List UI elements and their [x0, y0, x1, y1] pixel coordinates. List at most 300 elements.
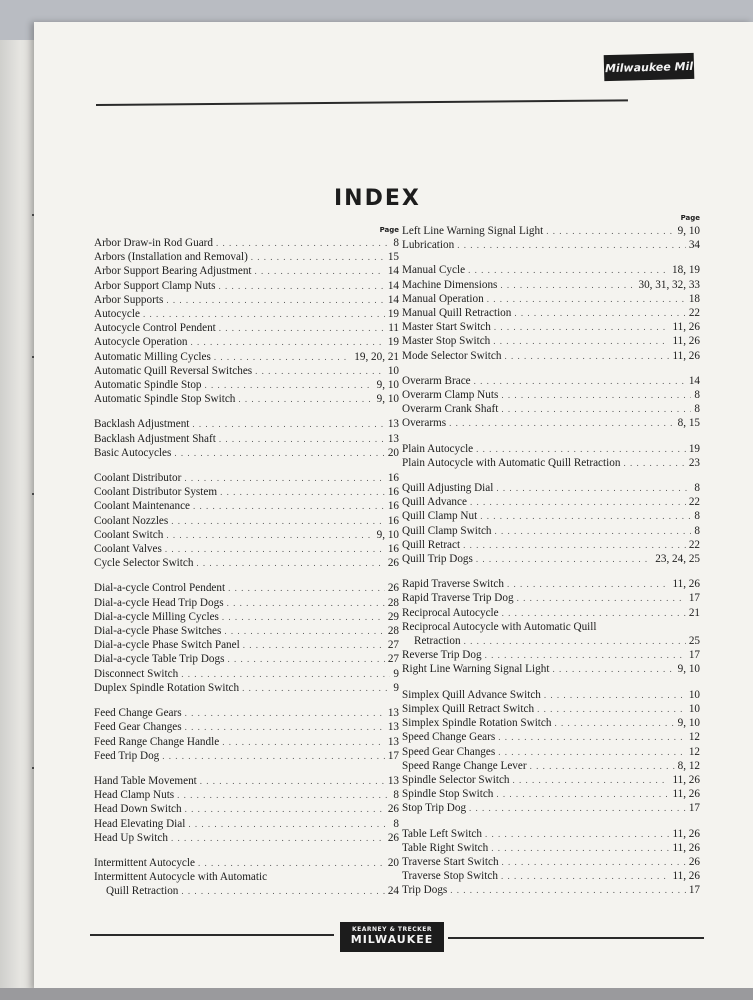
index-entry: [402, 524, 700, 538]
entry-pages: 10: [688, 702, 700, 715]
entry-pages: 23: [688, 456, 700, 469]
footer-logo-top: KEARNEY & TRECKER: [352, 926, 432, 933]
entry-pages: 8, 15: [677, 417, 700, 430]
entry-pages: 11, 26: [672, 773, 700, 786]
entry-name: Dial-a-cycle Milling Cycles: [94, 610, 219, 623]
entry-pages: 9, 10: [677, 663, 700, 676]
index-entry: [402, 416, 700, 430]
entry-pages: 16: [387, 486, 399, 499]
entry-name: Plain Autocycle: [402, 442, 474, 455]
entry-pages: 9, 10: [677, 225, 700, 237]
index-entry: [94, 335, 399, 349]
entry-pages: 15: [387, 251, 399, 264]
index-entry: [402, 402, 700, 416]
entry-name: Rapid Traverse Trip Dog: [402, 592, 514, 605]
index-entry: [402, 841, 700, 855]
leader-dots: [220, 485, 385, 499]
leader-dots: [181, 667, 390, 681]
entry-name: Manual Operation: [402, 292, 484, 305]
index-letter-group: [94, 706, 399, 763]
footer-rule-right: [448, 937, 704, 939]
index-letter-group: [94, 236, 399, 406]
entry-pages: 19: [387, 308, 399, 321]
index-letter-group: [402, 224, 700, 252]
index-entry: [402, 456, 700, 470]
leader-dots: [498, 730, 686, 744]
entry-name: Coolant Valves: [94, 543, 162, 556]
entry-name-cont: Quill Retraction: [106, 885, 179, 898]
index-entry: [402, 334, 700, 348]
entry-pages: 11, 26: [672, 578, 700, 591]
index-entry: [402, 388, 700, 402]
entry-pages: 28: [387, 625, 399, 638]
entry-pages: 21: [688, 606, 700, 619]
leader-dots: [185, 706, 385, 720]
index-entry: [94, 364, 399, 378]
entry-name: Quill Adjusting Dial: [402, 482, 494, 495]
entry-name: Rapid Traverse Switch: [402, 578, 504, 591]
leader-dots: [198, 856, 385, 870]
entry-name: Autocycle Control Pendent: [94, 322, 216, 335]
index-entry: [94, 681, 399, 695]
entry-name: Automatic Spindle Stop: [94, 379, 202, 392]
page-title: INDEX: [334, 186, 421, 211]
entry-name: Dial-a-cycle Phase Switches: [94, 625, 222, 638]
index-entry: [402, 349, 700, 363]
entry-name: Dial-a-cycle Table Trip Dogs: [94, 653, 225, 666]
leader-dots: [480, 509, 691, 523]
index-entry: [94, 307, 399, 321]
entry-name: Feed Trip Dog: [94, 749, 160, 762]
leader-dots: [554, 716, 674, 730]
index-entry: [402, 292, 700, 306]
index-entry: [94, 735, 399, 749]
leader-dots: [200, 774, 385, 788]
leader-dots: [228, 581, 385, 595]
index-entry: [94, 706, 399, 720]
entry-name: Speed Change Gears: [402, 731, 496, 744]
leader-dots: [188, 817, 390, 831]
entry-pages: 12: [688, 731, 700, 744]
leader-dots: [238, 392, 373, 406]
entry-pages: 22: [688, 538, 700, 551]
index-entry: [402, 263, 700, 277]
entry-pages: 13: [387, 735, 399, 748]
index-column-right: [402, 214, 700, 909]
index-entry: [94, 485, 399, 499]
index-entry: [402, 620, 700, 648]
leader-dots: [162, 749, 385, 763]
index-entry: [402, 606, 700, 620]
entry-pages: 11, 26: [672, 321, 700, 334]
entry-name: Head Up Switch: [94, 831, 168, 844]
entry-name: Arbor Supports: [94, 293, 164, 306]
leader-dots: [166, 528, 373, 542]
index-entry: [402, 855, 700, 869]
entry-pages: 18: [688, 292, 700, 305]
index-entry: [402, 224, 700, 238]
entry-pages: 27: [387, 639, 399, 652]
entry-pages: 14: [387, 279, 399, 292]
leader-dots: [476, 552, 652, 566]
entry-pages: 13: [387, 418, 399, 431]
entry-name: Basic Autocycles: [94, 446, 172, 459]
entry-pages: 8: [694, 482, 700, 495]
leader-dots: [498, 745, 686, 759]
leader-dots: [196, 556, 384, 570]
index-entry: [402, 716, 700, 730]
leader-dots: [495, 524, 692, 538]
facing-page-edge: [0, 40, 34, 1000]
index-entry: [402, 745, 700, 759]
entry-name: Autocycle Operation: [94, 336, 188, 349]
index-entry: [94, 596, 399, 610]
entry-name: Arbor Support Bearing Adjustment: [94, 265, 252, 278]
index-entry: [402, 883, 700, 897]
entry-name: Spindle Selector Switch: [402, 773, 510, 786]
index-entry: [94, 250, 399, 264]
leader-dots: [502, 606, 686, 620]
leader-dots: [513, 773, 670, 787]
entry-pages: 14: [688, 374, 700, 387]
entry-name: Arbor Support Clamp Nuts: [94, 279, 216, 292]
entry-name: Right Line Warning Signal Light: [402, 663, 550, 676]
leader-dots: [174, 446, 384, 460]
index-letter-group: [402, 481, 700, 566]
leader-dots: [166, 293, 385, 307]
leader-dots: [216, 236, 390, 250]
index-entry: [402, 278, 700, 292]
entry-pages: 20: [387, 446, 399, 459]
index-column-left: [94, 226, 399, 910]
leader-dots: [623, 456, 685, 470]
entry-name: Speed Range Change Lever: [402, 759, 527, 772]
leader-dots: [224, 624, 384, 638]
index-entry: [94, 581, 399, 595]
entry-name: Master Stop Switch: [402, 335, 491, 348]
entry-pages: 24: [387, 885, 399, 898]
entry-name: Reciprocal Autocycle with Automatic Quill: [402, 620, 597, 633]
entry-name: Backlash Adjustment: [94, 418, 190, 431]
index-entry: [402, 306, 700, 320]
entry-pages: 16: [387, 500, 399, 513]
index-entry: [94, 638, 399, 652]
index-entry: [94, 856, 399, 870]
index-entry: [402, 648, 700, 662]
leader-dots: [222, 610, 385, 624]
leader-dots: [501, 869, 670, 883]
entry-name: Manual Quill Retraction: [402, 307, 512, 320]
page-column-header: Page: [379, 226, 399, 234]
leader-dots: [514, 306, 685, 320]
leader-dots: [463, 538, 686, 552]
entry-pages: 30, 31, 32, 33: [638, 278, 700, 291]
leader-dots: [219, 321, 385, 335]
leader-dots: [449, 416, 675, 430]
entry-pages: 17: [688, 802, 700, 815]
entry-pages: 26: [387, 557, 399, 570]
entry-name: Traverse Stop Switch: [402, 870, 498, 883]
kearney-trecker-logo: [340, 922, 444, 952]
entry-name: Reciprocal Autocycle: [402, 606, 499, 619]
entry-name: Simplex Spindle Rotation Switch: [402, 717, 552, 730]
entry-name: Table Right Switch: [402, 841, 489, 854]
entry-pages: 25: [688, 635, 700, 648]
entry-name: Traverse Start Switch: [402, 855, 499, 868]
leader-dots: [243, 638, 385, 652]
leader-dots: [191, 335, 385, 349]
index-letter-group: [402, 688, 700, 816]
entry-continuation: [94, 884, 399, 898]
index-letter-group: [94, 471, 399, 570]
entry-pages: 19: [387, 336, 399, 349]
entry-pages: 16: [387, 514, 399, 527]
entry-name: Quill Clamp Switch: [402, 524, 492, 537]
entry-name: Quill Clamp Nut: [402, 510, 478, 523]
entry-name: Dial-a-cycle Control Pendent: [94, 582, 226, 595]
leader-dots: [552, 662, 674, 676]
leader-dots: [184, 471, 384, 485]
entry-name: Duplex Spindle Rotation Switch: [94, 681, 240, 694]
index-entry: [402, 869, 700, 883]
entry-name: Dial-a-cycle Phase Switch Panel: [94, 639, 240, 652]
entry-name: Automatic Milling Cycles: [94, 350, 211, 363]
index-entry: [94, 774, 399, 788]
index-entry: [94, 667, 399, 681]
index-entry: [94, 749, 399, 763]
leader-dots: [476, 442, 686, 456]
entry-pages: 11, 26: [672, 335, 700, 348]
entry-name: Table Left Switch: [402, 827, 482, 840]
index-entry: [402, 374, 700, 388]
index-entry: [94, 499, 399, 513]
entry-pages: 11, 26: [672, 788, 700, 801]
index-letter-group: [402, 442, 700, 470]
entry-pages: 10: [688, 688, 700, 701]
entry-name: Cycle Selector Switch: [94, 557, 194, 570]
index-entry: [94, 528, 399, 542]
entry-name: Quill Retract: [402, 538, 461, 551]
entry-pages: 18, 19: [672, 264, 700, 277]
leader-dots: [496, 787, 669, 801]
leader-dots: [517, 591, 686, 605]
entry-name: Disconnect Switch: [94, 667, 179, 680]
entry-pages: 12: [688, 745, 700, 758]
index-entry: [402, 320, 700, 334]
entry-pages: 8: [694, 524, 700, 537]
index-entry: [402, 773, 700, 787]
leader-dots: [507, 577, 670, 591]
index-entry: [402, 577, 700, 591]
entry-name: Arbors (Installation and Removal): [94, 251, 248, 264]
entry-pages: 17: [688, 884, 700, 897]
entry-pages: 11: [388, 322, 399, 335]
entry-pages: 19, 20, 21: [354, 350, 399, 363]
leader-dots: [222, 735, 385, 749]
index-entry: [402, 801, 700, 815]
index-entry: [402, 662, 700, 676]
entry-name: Arbor Draw-in Rod Guard: [94, 237, 213, 249]
index-entry: [402, 702, 700, 716]
entry-continuation: [402, 634, 700, 648]
index-entry: [402, 442, 700, 456]
leader-dots: [205, 378, 374, 392]
entry-pages: 13: [387, 774, 399, 787]
entry-pages: 17: [387, 749, 399, 762]
entry-pages: 9, 10: [376, 393, 399, 406]
index-entry: [402, 591, 700, 605]
leader-dots: [255, 264, 385, 278]
entry-pages: 14: [387, 265, 399, 278]
entry-pages: 13: [387, 432, 399, 445]
leader-dots: [491, 841, 669, 855]
index-entry: [94, 817, 399, 831]
leader-dots: [493, 334, 669, 348]
entry-name: Backlash Adjustment Shaft: [94, 432, 216, 445]
entry-name: Automatic Spindle Stop Switch: [94, 393, 236, 406]
leader-dots: [474, 374, 686, 388]
index-letter-group: [94, 581, 399, 695]
entry-name: Coolant Maintenance: [94, 500, 190, 513]
index-entry: [94, 350, 399, 364]
index-letter-group: [94, 417, 399, 460]
index-entry: [402, 481, 700, 495]
entry-name: Feed Gear Changes: [94, 721, 182, 734]
index-entry: [402, 759, 700, 773]
index-entry: [402, 238, 700, 252]
entry-pages: 20: [387, 856, 399, 869]
index-entry: [94, 471, 399, 485]
index-entry: [94, 556, 399, 570]
entry-pages: 9: [393, 681, 399, 694]
leader-dots: [504, 349, 669, 363]
leader-dots: [487, 292, 686, 306]
entry-name: Coolant Distributor: [94, 472, 182, 485]
leader-dots: [470, 495, 686, 509]
index-entry: [94, 236, 399, 250]
header-rule: [96, 99, 628, 106]
entry-pages: 26: [387, 831, 399, 844]
entry-pages: 22: [688, 307, 700, 320]
entry-name: Quill Advance: [402, 496, 467, 509]
entry-pages: 13: [387, 707, 399, 720]
entry-pages: 22: [688, 496, 700, 509]
entry-pages: 27: [387, 653, 399, 666]
index-entry: [94, 378, 399, 392]
index-letter-group: [402, 263, 700, 362]
index-entry: [402, 787, 700, 801]
entry-name-cont: Retraction: [414, 635, 461, 648]
entry-name: Simplex Quill Advance Switch: [402, 688, 541, 701]
leader-dots: [468, 263, 669, 277]
entry-name: Manual Cycle: [402, 264, 466, 277]
entry-name: Intermittent Autocycle: [94, 856, 195, 869]
entry-name: Head Down Switch: [94, 803, 182, 816]
index-letter-group: [94, 774, 399, 845]
index-entry: [94, 417, 399, 431]
leader-dots: [501, 388, 691, 402]
entry-name: Head Clamp Nuts: [94, 789, 175, 802]
entry-name: Mode Selector Switch: [402, 349, 502, 362]
leader-dots: [485, 827, 669, 841]
entry-pages: 9, 10: [376, 528, 399, 541]
entry-pages: 8: [694, 403, 700, 416]
leader-dots: [546, 224, 674, 238]
index-entry: [94, 542, 399, 556]
entry-name: Coolant Nozzles: [94, 514, 169, 527]
entry-name: Stop Trip Dog: [402, 802, 467, 815]
entry-name: Hand Table Movement: [94, 774, 197, 787]
leader-dots: [181, 884, 384, 898]
entry-pages: 26: [387, 803, 399, 816]
entry-pages: 8: [694, 510, 700, 523]
index-entry: [402, 509, 700, 523]
entry-name: Lubrication: [402, 239, 455, 252]
leader-dots: [171, 514, 385, 528]
entry-name: Master Start Switch: [402, 321, 491, 334]
index-entry: [402, 688, 700, 702]
entry-name: Overarms: [402, 417, 447, 430]
leader-dots: [537, 702, 686, 716]
entry-pages: 9, 10: [376, 379, 399, 392]
leader-dots: [457, 238, 686, 252]
index-entry: [402, 730, 700, 744]
entry-pages: 8: [393, 789, 399, 802]
leader-dots: [251, 250, 385, 264]
entry-name: Feed Change Gears: [94, 707, 182, 720]
index-entry: [94, 293, 399, 307]
leader-dots: [255, 364, 385, 378]
index-entry: [402, 827, 700, 841]
index-page: [34, 22, 753, 990]
entry-pages: 34: [688, 239, 700, 252]
index-letter-group: [402, 374, 700, 431]
entry-pages: 11, 26: [672, 349, 700, 362]
entry-name: Intermittent Autocycle with Automatic: [94, 871, 268, 884]
leader-dots: [165, 542, 385, 556]
index-entry: [94, 610, 399, 624]
entry-name: Feed Range Change Handle: [94, 735, 220, 748]
leader-dots: [193, 499, 385, 513]
entry-pages: 11, 26: [672, 827, 700, 840]
entry-pages: 8: [694, 389, 700, 402]
leader-dots: [450, 883, 686, 897]
leader-dots: [143, 307, 385, 321]
leader-dots: [185, 802, 385, 816]
entry-pages: 26: [387, 582, 399, 595]
entry-pages: 11, 26: [672, 870, 700, 883]
leader-dots: [501, 402, 691, 416]
index-entry: [94, 624, 399, 638]
entry-name: Left Line Warning Signal Light: [402, 225, 544, 237]
index-entry: [94, 279, 399, 293]
index-entry: [94, 446, 399, 460]
entry-pages: 16: [387, 543, 399, 556]
entry-name: Spindle Stop Switch: [402, 788, 494, 801]
leader-dots: [469, 801, 686, 815]
leader-dots: [502, 855, 686, 869]
leader-dots: [227, 596, 385, 610]
leader-dots: [500, 278, 635, 292]
entry-pages: 9: [393, 667, 399, 680]
leader-dots: [494, 320, 670, 334]
entry-name: Trip Dogs: [402, 884, 448, 897]
index-letter-group: [94, 856, 399, 899]
footer-logo-bottom: MILWAUKEE: [350, 933, 434, 946]
leader-dots: [544, 688, 686, 702]
entry-name: Plain Autocycle with Automatic Quill Retraction: [402, 456, 621, 469]
leader-dots: [219, 432, 385, 446]
